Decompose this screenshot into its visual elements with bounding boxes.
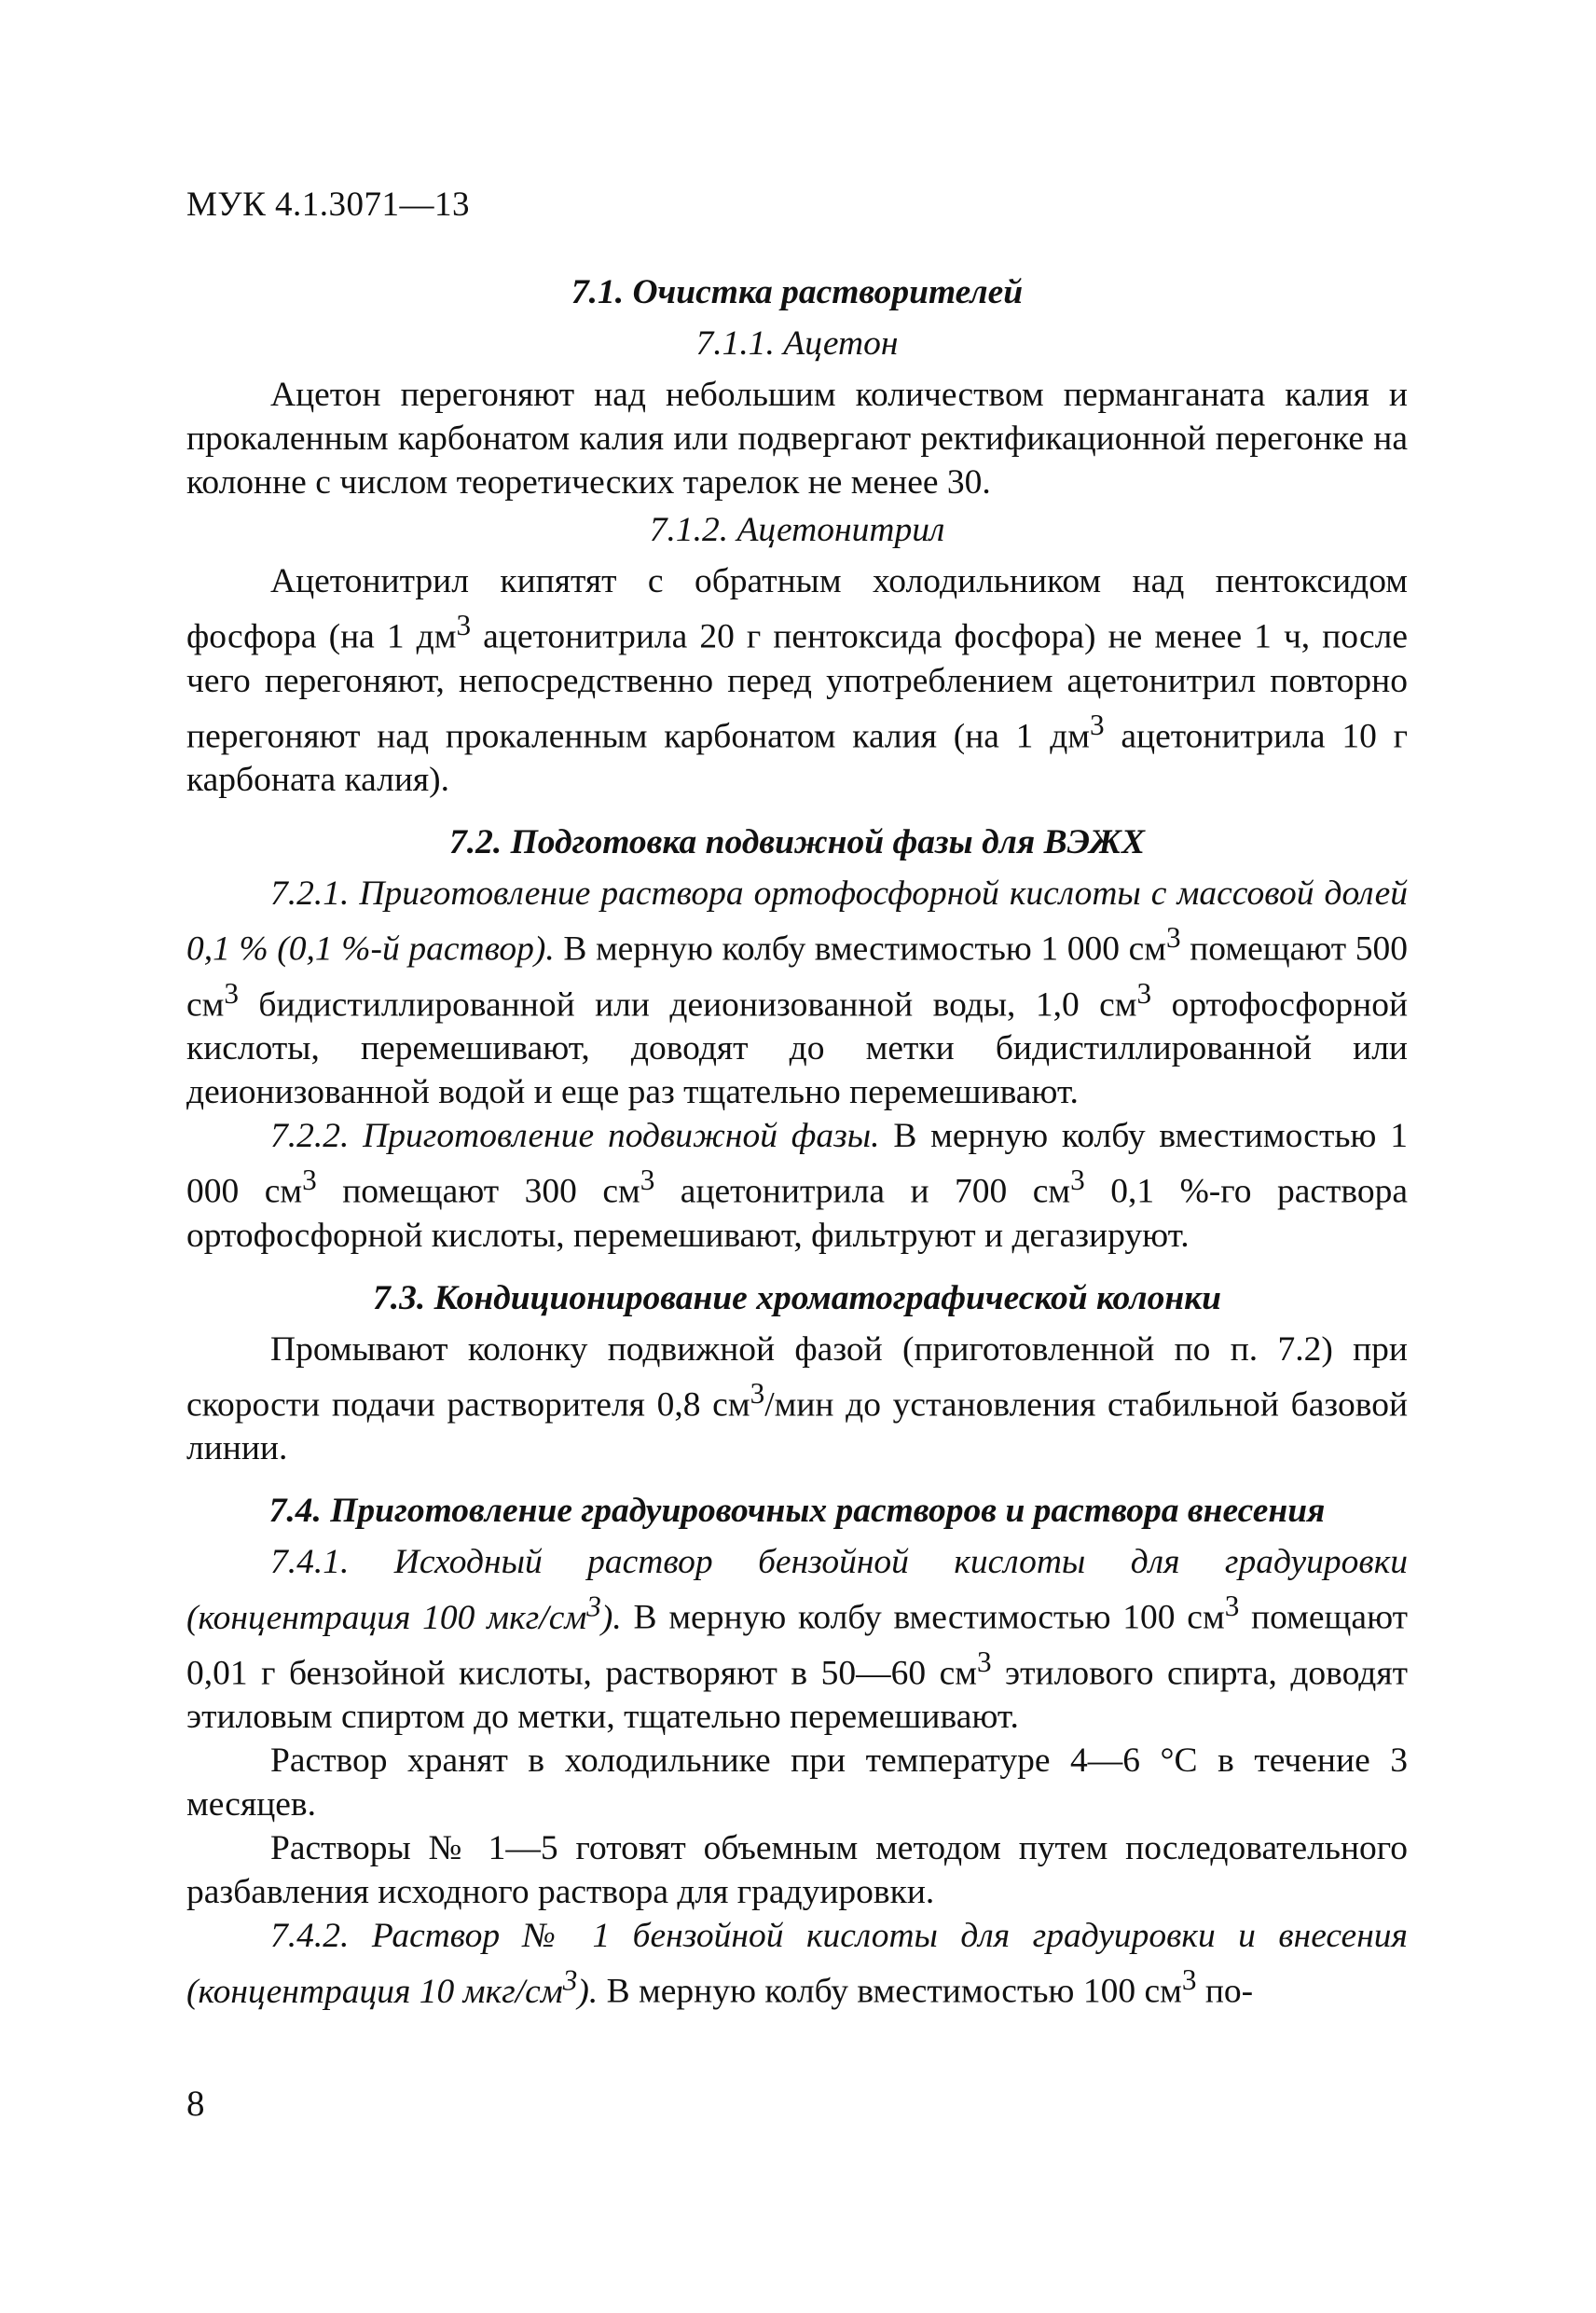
paragraph-7-4-1 <box>186 1540 1408 1739</box>
text-run: Промывают колонку подвижной фазой (приготовленной по п. 7.2) при скорости подачи растворителя 0,8 см <box>186 1329 1408 1424</box>
section-heading-7-2: 7.2. Подготовка подвижной фазы для ВЭЖХ <box>449 823 1145 861</box>
section-heading-7-3: 7.3. Кондиционирование хроматографической колонки <box>372 1278 1222 1317</box>
superscript: 3 <box>1181 1963 1197 1996</box>
section-heading-7-4: 7.4. Приготовление градуировочных растворов и раствора внесения <box>268 1492 1326 1530</box>
superscript: 3 <box>456 609 472 641</box>
paragraph-acetonitrile <box>186 559 1408 802</box>
superscript: 3 <box>302 1163 317 1196</box>
subsection-title-7-2-2: 7.2.2. Приготовление подвижной фазы. <box>270 1117 880 1155</box>
text-run: помещают 500 см <box>186 929 1408 1024</box>
text-run: бидистиллированной или деионизованной воды, 1,0 см <box>239 985 1137 1024</box>
paragraph-7-3 <box>186 1328 1408 1471</box>
text-run: В мерную колбу вместимостью 1 000 см <box>554 929 1167 969</box>
text-run: 7.4.2. Раствор № 1 бензойной кислоты для градуировки и внесения (концентрация 10 мкг/см <box>186 1917 1408 2011</box>
subsection-title-7-2-1: 7.2.1. Приготовление раствора ортофосфорной кислоты с массовой долей 0,1 % (0,1 %-й раствор). <box>186 874 1408 969</box>
text-run: /мин до установления стабильной базовой линии. <box>186 1385 1409 1467</box>
text-run: по- <box>1196 1972 1254 2011</box>
superscript: 3 <box>562 1963 578 1996</box>
text-run: ацетонитрила 10 г карбоната калия). <box>186 717 1408 799</box>
superscript: 3 <box>224 976 239 1010</box>
superscript: 3 <box>1090 708 1105 741</box>
text-run: помещают 0,01 г бензойной кислоты, растворяют в 50—60 см <box>186 1598 1408 1692</box>
paragraph-acetone: Ацетон перегоняют над небольшим количеством перманганата калия и прокаленным карбонатом калия или подвергают ректификационной перегонке на колонне с числом теоретических тарелок не менее 30. <box>186 376 1408 502</box>
paragraph-7-4-2 <box>186 1914 1408 2014</box>
text-run: ). <box>600 1598 622 1637</box>
paragraph-7-2-1 <box>186 872 1408 1114</box>
document-code: МУК 4.1.3071—13 <box>186 186 471 224</box>
superscript: 3 <box>640 1163 655 1196</box>
page-number: 8 <box>186 2084 205 2124</box>
paragraph-7-2-2 <box>186 1114 1408 1258</box>
text-run: В мерную колбу вместимостью 100 см <box>598 1972 1182 2011</box>
text-run: ацетонитрила и 700 см <box>654 1172 1071 1211</box>
text-run: 7.4.1. Исходный раствор бензойной кислоты для градуировки (концентрация 100 мкг/см <box>186 1543 1408 1637</box>
page-content <box>186 270 1408 2014</box>
superscript: 3 <box>586 1590 601 1622</box>
text-run: Ацетонитрил кипятят с обратным холодильником над пентоксидом фосфора (на 1 дм <box>186 562 1408 656</box>
superscript: 3 <box>1136 976 1152 1010</box>
superscript: 3 <box>750 1376 765 1410</box>
subsection-heading-7-1-1: 7.1.1. Ацетон <box>695 324 899 363</box>
text-run: ). <box>577 1972 598 2011</box>
text-run: В мерную колбу вместимостью 1 000 см <box>186 1117 1408 1211</box>
text-run: помещают 300 см <box>316 1172 640 1211</box>
paragraph-storage: Раствор хранят в холодильнике при температуре 4—6 °C в течение 3 месяцев. <box>186 1742 1408 1824</box>
text-run: этилового спирта, доводят этиловым спиртом до метки, тщательно перемешивают. <box>186 1654 1409 1736</box>
section-heading-7-1: 7.1. Очистка растворителей <box>571 273 1024 311</box>
text-run: ортофосфорной кислоты, перемешивают, доводят до метки бидистиллированной или деионизованной водой и еще раз тщательно перемешивают. <box>186 985 1409 1111</box>
text-run: 0,1 %-го раствора ортофосфорной кислоты, перемешивают, фильтруют и дегазируют. <box>186 1172 1408 1255</box>
superscript: 3 <box>1224 1590 1240 1622</box>
superscript: 3 <box>1166 921 1181 954</box>
superscript: 3 <box>1070 1163 1085 1196</box>
superscript: 3 <box>976 1645 992 1678</box>
paragraph-dilution: Растворы № 1—5 готовят объемным методом путем последовательного разбавления исходного раствора для градуировки. <box>186 1829 1408 1911</box>
subsection-heading-7-1-2: 7.1.2. Ацетонитрил <box>649 511 945 549</box>
text-run: В мерную колбу вместимостью 100 см <box>621 1598 1225 1637</box>
text-run: ацетонитрила 20 г пентоксида фосфора) не менее 1 ч, после чего перегоняют, непосредственно перед употреблением ацетонитрил повторно перегоняют над прокаленным карбонатом калия (на 1 дм <box>186 617 1408 755</box>
